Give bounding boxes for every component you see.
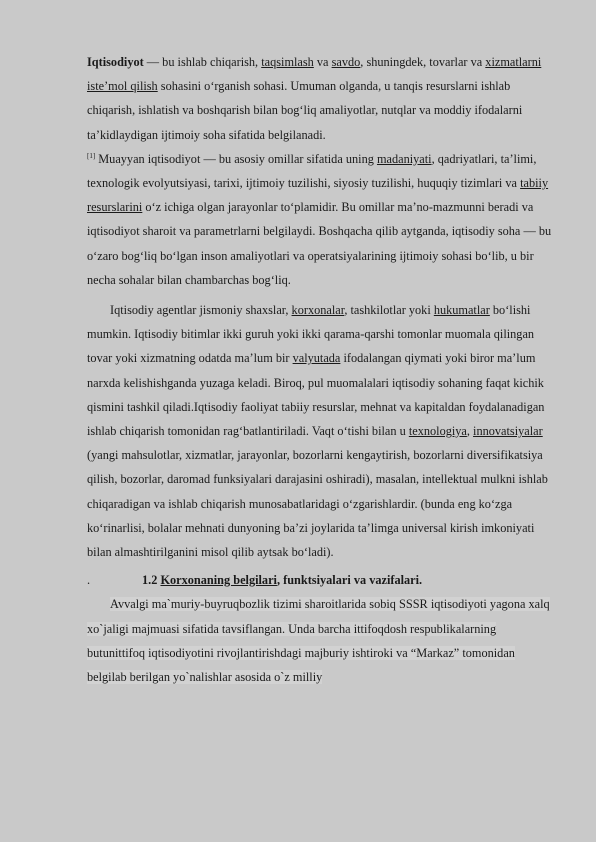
- heading-number: 1.2: [142, 573, 161, 588]
- text: , tashkilotlar yoki: [344, 303, 434, 318]
- heading-text: , funktsiyalari va vazifalari.: [276, 573, 423, 588]
- highlighted-text: Avvalgi ma`muriy-buyruqbozlik tizimi sharoitlarida sobiq SSSR iqtisodiyoti yagona xalq xo`jaligi majmuasi sifatida tavsiflangan. Unda barcha ittifoqdosh respublikalarning butunittifoq iqtisodiyotini rivojlantirishdagi majburiy ishtiroki va “Markaz” tomonidan belgilab berilgan yo`nalishlar asosida o`z milliy: [87, 597, 550, 685]
- text: , qadriyatlari, ta’limi, texnologik evolyutsiyasi, tarixi, ijtimoiy tuzilishi, siyosiy tuzilishi, huquqiy tizimlari va: [87, 151, 537, 191]
- text: Muayyan iqtisodiyot — bu asosiy omillar sifatida uning: [95, 151, 377, 166]
- text: bo‘lishi mumkin. Iqtisodiy bitimlar ikki guruh yoki ikki qarama-qarshi tomonlar muomala qilingan tovar yoki xizmatning odatda ma’lum bir: [87, 303, 535, 366]
- paragraph-2: [87, 147, 557, 292]
- link-hukumatlar[interactable]: hukumatlar: [433, 303, 490, 318]
- link-korxonalar[interactable]: korxonalar: [291, 303, 345, 318]
- link-korxonaning-belgilari[interactable]: Korxonaning belgilari: [160, 573, 277, 588]
- text: — bu ishlab chiqarish,: [143, 55, 262, 69]
- text: , shuningdek, tovarlar va: [360, 55, 486, 69]
- text: sohasini o‘rganish sohasi. Umuman olganda, u tanqis resurslarni ishlab chiqarish, ishlatish va boshqarish bilan bog‘liq amaliyotlar, nutqlar va moddiy ifodalarni ta’kidlaydigan ijtimoiy soha sifatida belgilanadi.: [87, 79, 523, 142]
- link-taqsimlash[interactable]: taqsimlash: [261, 55, 314, 69]
- link-tabiiy-resurslarini[interactable]: tabiiy resurslarini: [87, 176, 549, 215]
- text: o‘z ichiga olgan jarayonlar to‘plamidir. Bu omillar ma’no-mazmunni beradi va iqtisodiyot sharoit va parametrlarni belgilaydi. Boshqacha qilib aytganda, iqtisodiy soha — bu o‘zaro bog‘liq bo‘lgan inson amaliyotlari va operatsiyalarining ijtimoiy sohasi bo‘lib, u bir necha sohalar bilan chambarchas bog‘liq.: [87, 200, 552, 287]
- link-texnologiya[interactable]: texnologiya: [408, 424, 467, 439]
- heading-dot: .: [87, 573, 91, 588]
- footnote-ref[interactable]: [1]: [87, 151, 96, 160]
- paragraph-1: [87, 50, 557, 147]
- section-heading: [87, 568, 557, 592]
- link-savdo[interactable]: savdo: [331, 55, 361, 69]
- term-bold: Iqtisodiyot: [87, 55, 144, 69]
- paragraph-3: [87, 298, 557, 564]
- link-xizmatlarni[interactable]: xizmatlarni: [485, 55, 542, 69]
- text: va: [313, 55, 332, 69]
- paragraph-4: [87, 592, 557, 689]
- link-istemol-qilish[interactable]: iste’mol qilish: [87, 79, 158, 94]
- text: (yangi mahsulotlar, xizmatlar, jarayonlar, bozorlarni kengaytirish, bozorlarni diversifikatsiya qilish, bozorlar, daromad funksiyalari darajasini oshiradi), masalan, intellektual mulkni ishlab chiqaradigan va ishlab chiqarish munosabatlaridagi o‘zgarishlardir. (bunda eng ko‘zga ko‘rinarlisi, bolalar mehnati dunyoning ba’zi joylarida ta’limga universal kirish imkoniyati bilan almashtirilganini misol qilib aytsak bo‘ladi).: [87, 448, 548, 560]
- text: Iqtisodiy agentlar jismoniy shaxslar,: [110, 303, 292, 318]
- text: ifodalangan qiymati yoki biror ma’lum narxda kelishishgandа yuzaga keladi. Biroq, pul muomalalari iqtisodiy sohaning faqat kichik qismini tashkil qiladi.Iqtisodiy faoliyat tabiiy resurslar, mehnat va kapitaldan foydalanadigan ishlab chiqarish tomonidan rag‘batlantiriladi. Vaqt o‘tishi bilan u: [87, 351, 545, 439]
- document-body: [87, 50, 557, 689]
- link-madaniyati[interactable]: madaniyati: [376, 151, 432, 166]
- link-innovatsiyalar[interactable]: innovatsiyalar: [473, 424, 543, 439]
- text: ,: [466, 424, 474, 439]
- link-valyutada[interactable]: valyutada: [292, 351, 341, 366]
